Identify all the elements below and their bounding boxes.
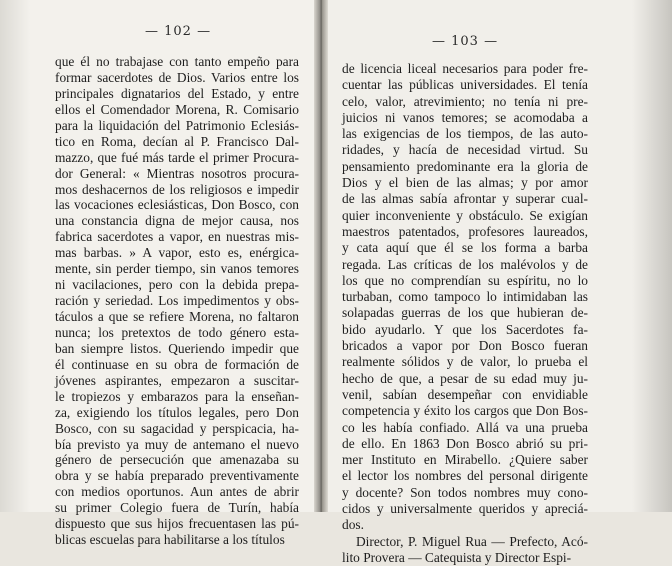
text-line: realmente sólidos y de valor, lo prueba el bbox=[342, 354, 588, 370]
page-number-left: — 102 — bbox=[145, 24, 212, 39]
text-line: mente, sin perder tiempo, sin vanos temores bbox=[55, 261, 299, 277]
text-line: ración y seriedad. Los impedimentos y obs- bbox=[55, 293, 299, 309]
text-line: género de persecución que amenazaba su bbox=[55, 452, 299, 468]
text-line: hecho de que, a pesar de su edad muy ju- bbox=[342, 370, 588, 386]
text-line: mos deshacernos de los religiosos e impedir bbox=[55, 181, 299, 197]
text-line: maestros patentados, profesores laureados, bbox=[342, 223, 588, 239]
text-line: co les había confiado. Allá va una prueba bbox=[342, 419, 588, 435]
text-line: quier inconveniente y obstáculo. Se exigían bbox=[342, 207, 588, 223]
text-line: formar sacerdotes de Dios. Varios entre los bbox=[55, 69, 299, 85]
text-line: solapadas guerras de los que hubieran de- bbox=[342, 305, 588, 321]
text-line: ridades, y hacía de necesidad virtud. Su bbox=[342, 142, 588, 158]
text-line: dor General: « Mientras nosotros procura- bbox=[55, 165, 299, 181]
left-page-text bbox=[55, 54, 299, 548]
text-line: de ello. En 1863 Don Bosco abrió su pri- bbox=[342, 435, 588, 451]
text-line: las exigencias de los tiempos, de las auto- bbox=[342, 126, 588, 142]
text-line: y cata aquí que él se los forma a barba bbox=[342, 240, 588, 256]
text-line: una constancia digna de mejor causa, nos bbox=[55, 213, 299, 229]
text-line: su primer Colegio fuera de Turín, había bbox=[55, 500, 299, 516]
text-line: bía previsto ya muy de antemano el nuevo bbox=[55, 436, 299, 452]
text-line: nunca; los pretextos de todo género esta- bbox=[55, 324, 299, 340]
text-line: mazzo, que fué más tarde el primer Procura- bbox=[55, 149, 299, 165]
text-line: juicios ni vanos temores; se acomodaba a bbox=[342, 109, 588, 125]
text-line: el lector los nombres del personal dirigente bbox=[342, 468, 588, 484]
text-line: con medios oportunos. Aun antes de abrir bbox=[55, 484, 299, 500]
text-line: le tropiezos y embarazos para la enseñan- bbox=[55, 388, 299, 404]
text-line: mer Instituto en Mirabello. ¿Quiere saber bbox=[342, 452, 588, 468]
right-page bbox=[324, 0, 672, 565]
text-line: principales dignatarios del Estado, y entre bbox=[55, 85, 299, 101]
text-line: táculos a que se refiere Morena, no faltaron bbox=[55, 309, 299, 324]
text-line: jóvenes aspirantes, empezaron a suscitar- bbox=[55, 372, 299, 388]
page-edge-shadow bbox=[632, 0, 672, 512]
left-page bbox=[0, 0, 318, 548]
text-line: Bosco, con su sagacidad y perspicacia, ha- bbox=[55, 420, 299, 436]
text-line: de licencia liceal necesarios para poder fre- bbox=[342, 61, 588, 76]
text-line: y docente? Son todos nombres muy cono- bbox=[342, 484, 588, 500]
text-line: lito Provera — Catequista y Director Espi- bbox=[342, 549, 572, 565]
text-line: ellos el Comendador Morena, R. Comisario bbox=[55, 101, 299, 117]
text-line: de las almas sabía afrontar y superar cual- bbox=[342, 191, 588, 207]
text-line: bricados a vapor por Don Bosco fueran bbox=[342, 338, 588, 354]
book-gutter bbox=[314, 0, 328, 512]
text-line: blicas escuelas para habilitarse a los títulos bbox=[55, 532, 285, 548]
text-line: competencia y éxito los cargos que Don Bos- bbox=[342, 403, 588, 419]
text-line: que él no trabajase con tanto empeño para bbox=[55, 54, 299, 69]
page-edge-shadow bbox=[0, 0, 30, 512]
text-line: dos. bbox=[342, 517, 364, 533]
text-line: para la liquidación del Patrimonio Eclesiás- bbox=[55, 117, 299, 133]
text-line: ban siempre listos. Queriendo impedir que bbox=[55, 340, 299, 356]
text-line: regada. Las críticas de los malévolos y de bbox=[342, 256, 588, 272]
page-number-right: — 103 — bbox=[432, 34, 499, 49]
text-line: pensamiento predominante era la gloria de bbox=[342, 158, 588, 174]
text-line: bido ayudarlo. Y que los Sacerdotes fa- bbox=[342, 321, 588, 337]
text-line: tico en Roma, decían al P. Francisco Dal- bbox=[55, 133, 299, 149]
text-line: los que no comprendían su espíritu, no lo bbox=[342, 272, 588, 288]
text-line: obra y se había preparado preventivamente bbox=[55, 468, 299, 484]
right-page-text bbox=[342, 61, 588, 566]
text-line: turbaban, como tampoco lo intimidaban las bbox=[342, 289, 588, 305]
text-line: celo, valor, atrevimiento; no tenía ni pre- bbox=[342, 93, 588, 109]
text-line: las vocaciones eclesiásticas, Don Bosco, con bbox=[55, 197, 299, 213]
text-line: cidos y universalmente queridos y apreciá- bbox=[342, 501, 588, 517]
text-line: ni vacilaciones, pero con la debida prepa- bbox=[55, 277, 299, 293]
text-line: él continuase en su obra de formación de bbox=[55, 356, 299, 372]
text-line: venil, sabían desempeñar con envidiable bbox=[342, 386, 588, 402]
text-line: cuentar las públicas universidades. El tenía bbox=[342, 77, 588, 93]
text-line: mas barbas. » A vapor, esto es, enérgica- bbox=[55, 245, 299, 261]
text-line: Dios y el bien de las almas; y por amor bbox=[342, 175, 588, 191]
text-line: dispuesto que sus hijos frecuentasen las pú- bbox=[55, 516, 299, 532]
text-line: fabrica sacerdotes a vapor, en nuestras mis- bbox=[55, 229, 299, 245]
text-line: za, exigiendo los títulos legales, pero Don bbox=[55, 404, 299, 420]
text-line: Director, P. Miguel Rua — Prefecto, Acó- bbox=[356, 533, 588, 549]
